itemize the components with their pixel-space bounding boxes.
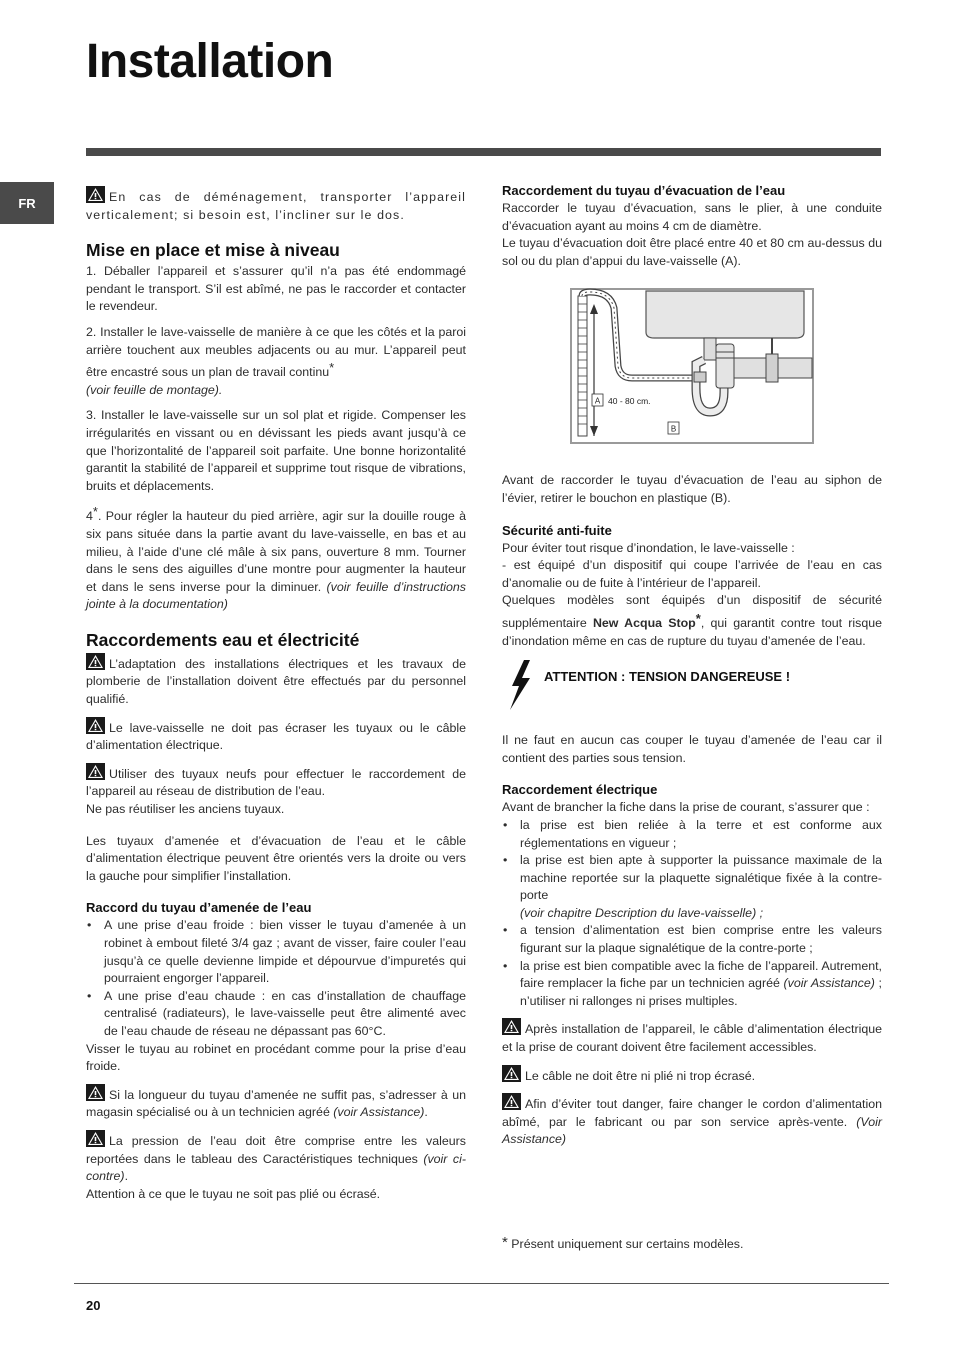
electric-warning-2: Le câble ne doit être ni plié ni trop écrasé. [502, 1065, 882, 1086]
electric-list [502, 817, 882, 1011]
subsection-title-electric: Raccordement électrique [502, 782, 658, 798]
placement-step-4: 4*. Pour régler la hauteur du pied arrière, agir sur la douille rouge à six pans située dans la partie avant du lave-vaisselle, en bas et au milieu, à l’aide d’une clé mâle à six pans, ouverture 8 mm. Tourner dans le sens des aiguilles d’une montre pour augmenter la hauteur et dans le sens inverse pour la diminuer. (voir feuille d’instructions jointe à la documentation) [86, 504, 466, 612]
warning-icon [86, 717, 105, 734]
brand-name: New Acqua Stop [592, 615, 696, 630]
asterisk: * [695, 610, 701, 626]
warning-icon [86, 1084, 105, 1101]
intro-warning: En cas de déménagement, transporter l’appareil verticalement; si besoin est, l’incliner sur le dos. [86, 186, 466, 224]
warning-icon [86, 186, 105, 203]
title-divider [86, 148, 881, 156]
subsection-title-drain: Raccordement du tuyau d’évacuation de l’eau [502, 183, 786, 198]
warning-icon [502, 1018, 521, 1035]
electric-intro: Avant de brancher la fiche dans la prise de courant, s’assurer que : [502, 800, 870, 815]
drain-paragraph-3: Avant de raccorder le tuyau d’évacuation de l’eau au siphon de l’évier, retirer le bouchon en plastique (B). [502, 473, 882, 505]
list-item: • A une prise d’eau froide : bien visser le tuyau d’amenée à un robinet à embout fileté 3/4 gaz ; avant de visser, faire couler l’eau jusqu’à ce quelle devienne limpide et dépourvue d’impuretés qui pourraient engorger l’appareil. [104, 917, 466, 987]
placement-step-3: 3. Installer le lave-vaisselle sur un sol plat et rigide. Compenser les irrégularités en vissant ou en dévissant les pieds avant jusqu’à ce que l’horizontalité de l’appareil soit parfaite. Une bonne horizontalité garantit la stabilité de l’appareil et supprime tout risque de vibrations, bruits et déplacements. [86, 408, 466, 493]
antileak-paragraph-3: Quelques modèles sont équipés d’un dispositif de sécurité supplémentaire New Acqua Stop*, qui garantit contre tout risque d’inondation même en cas de rupture du tuyau d’amenée de l’eau. [502, 593, 882, 648]
warning-icon [502, 1093, 521, 1110]
placement-step-1: 1. Déballer l’appareil et s’assurer qu’il n’a pas été endommagé pendant le transport. S’il est abîmé, ne pas le raccorder et contacter le revendeur. [86, 264, 466, 314]
right-column [502, 182, 882, 1157]
asterisk: * [92, 504, 98, 520]
list-item: • A une prise d’eau chaude : en cas d’installation de chauffage centralisé (radiateurs), le lave-vaisselle peut être alimenté avec de l’eau chaude de réseau ne dépassant pas 60°C. [104, 988, 466, 1041]
label-height-range: 40 - 80 cm. [608, 396, 651, 407]
language-tab: FR [0, 182, 54, 224]
antileak-paragraph-2: - est équipé d’un dispositif qui coupe l’arrivée de l’eau en cas d’anomalie ou de fuite à l’intérieur de l’appareil. [502, 558, 882, 590]
danger-title: ATTENTION : TENSION DANGEREUSE ! [544, 669, 791, 685]
connections-orientation: Les tuyaux d’amenée et d’évacuation de l’eau et le câble d’alimentation électrique peuvent être orientés vers la droite ou vers la gauche pour simplifier l’installation. [86, 833, 466, 883]
warning-icon [502, 1065, 521, 1082]
list-item: • la prise est bien apte à supporter la puissance maximale de la machine reportée sur la plaquette signalétique fixée à la contre-porte (voir chapitre Description du lave-vaisselle) ; [520, 852, 882, 922]
connections-warning-3: Utiliser des tuyaux neufs pour effectuer le raccordement de l’appareil au réseau de distribution de l’eau. Ne pas réutiliser les anciens tuyaux. [86, 763, 466, 819]
electric-warning-1: Après installation de l’appareil, le câble d’alimentation électrique et la prise de courant doivent être facilement accessibles. [502, 1018, 882, 1056]
antileak-paragraph-1: Pour éviter tout risque d’inondation, le lave-vaisselle : [502, 540, 795, 555]
placement-step-2: 2. Installer le lave-vaisselle de manière à ce que les côtés et la paroi arrière touchent aux meubles adjacents ou au mur. L’appareil peut être encastré sous un plan de travail continu* (voir feuille de montage). [86, 324, 466, 397]
list-item: • a tension d’alimentation est bien comprise entre les valeurs figurant sur la plaque signalétique de la contre-porte ; [520, 922, 882, 957]
section-title-connections: Raccordements eau et électricité [86, 629, 360, 650]
inlet-list [86, 917, 466, 1040]
label-b: B [670, 424, 677, 434]
list-item: • la prise est bien compatible avec la fiche de l’appareil. Autrement, faire remplacer la fiche par un technicien agréé (voir Assistance) ; n’utiliser ni rallonges ni prises multiples. [520, 958, 882, 1011]
page-number: 20 [86, 1298, 101, 1313]
asterisk: * [329, 360, 335, 376]
inlet-warning-1: Si la longueur du tuyau d’amenée ne suffit pas, s’adresser à un magasin spécialisé ou à un technicien agréé (voir Assistance). [86, 1084, 466, 1122]
footnote: * Présent uniquement sur certains modèles. [502, 1234, 744, 1251]
inlet-warning-2: La pression de l’eau doit être comprise entre les valeurs reportées dans le tableau des Caractéristiques techniques (voir ci-contre). [86, 1130, 466, 1186]
asterisk: * [502, 1234, 508, 1251]
connections-warning-2: Le lave-vaisselle ne doit pas écraser les tuyaux ou le câble d’alimentation électrique. [86, 717, 466, 755]
footer-divider [74, 1283, 889, 1284]
drain-paragraph-2: Le tuyau d’évacuation doit être placé entre 40 et 80 cm au-dessus du sol ou du plan d’appui du lave-vaisselle (A). [502, 236, 882, 268]
inlet-final-note: Attention à ce que le tuyau ne soit pas plié ou écrasé. [86, 1186, 381, 1201]
left-column [86, 186, 466, 1211]
danger-notice [502, 658, 882, 710]
warning-icon [86, 653, 105, 670]
drain-diagram [570, 288, 814, 444]
antileak-paragraph-4: Il ne faut en aucun cas couper le tuyau d’amenée de l’eau car il contient des parties sous tension. [502, 733, 882, 765]
electric-warning-3: Afin d’éviter tout danger, faire changer le cordon d’alimentation abîmé, par le fabricant ou par son service après-vente. (Voir Assistance) [502, 1093, 882, 1149]
label-a: A [594, 396, 601, 406]
lightning-bolt-icon [506, 660, 534, 710]
warning-icon [86, 1130, 105, 1147]
drain-paragraph-1: Raccorder le tuyau d’évacuation, sans le plier, à une conduite d’évacuation ayant au moins 4 cm de diamètre. [502, 201, 882, 233]
inlet-note: Visser le tuyau au robinet en procédant comme pour la prise d’eau froide. [86, 1041, 466, 1074]
connections-warning-1: L’adaptation des installations électriques et les travaux de plomberie de l’installation doivent être effectués par du personnel qualifié. [86, 653, 466, 709]
section-title-placement: Mise en place et mise à niveau [86, 240, 340, 261]
drain-hose-illustration [570, 288, 814, 444]
list-item: • la prise est bien reliée à la terre et est conforme aux réglementations en vigueur ; [520, 817, 882, 852]
subsection-title-antileak: Sécurité anti-fuite [502, 522, 612, 538]
page-title: Installation [86, 35, 334, 88]
warning-icon [86, 763, 105, 780]
subsection-title-inlet: Raccord du tuyau d’amenée de l’eau [86, 900, 312, 916]
